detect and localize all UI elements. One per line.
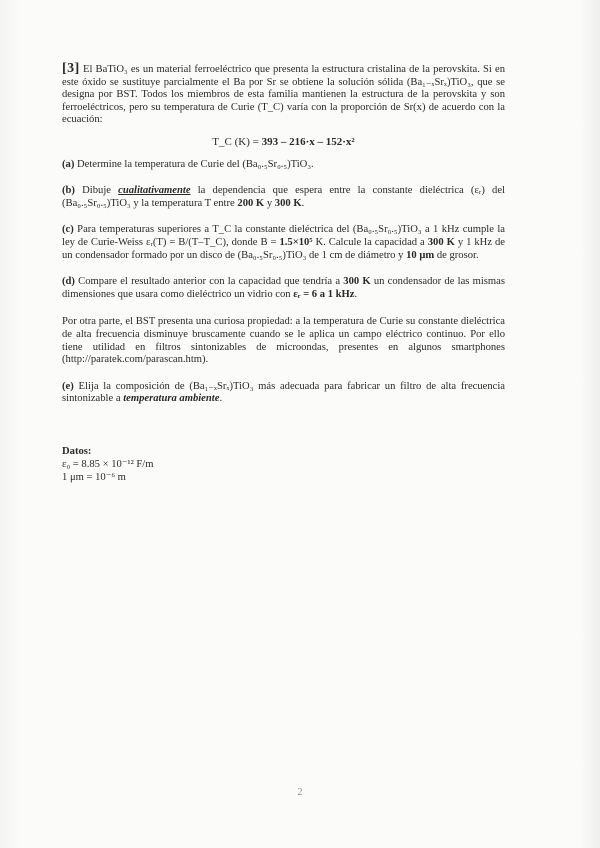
curie-equation <box>62 136 505 149</box>
part-e-label: (e) <box>62 380 74 392</box>
part-b-pre: Dibuje <box>82 185 111 197</box>
part-c-b-value: 1.5×10⁵ <box>279 236 313 248</box>
data-micrometer: 1 μm = 10⁻⁶ m <box>62 472 126 484</box>
part-d-epsilon: εᵣ = 6 a 1 kHz <box>293 288 355 300</box>
part-e-end: . <box>219 393 223 405</box>
part-d-label: (d) <box>62 276 75 288</box>
part-e-text1: Elija la composición de (Ba₁₋ₓSrₓ)TiO₃ más adecuada para fabricar un filtro de alta frecuencia sintonizable a <box>62 380 505 405</box>
part-d <box>62 276 505 301</box>
question-intro <box>62 63 505 127</box>
part-c-thickness: 10 μm <box>406 249 435 261</box>
part-e <box>62 381 505 406</box>
page-number: 2 <box>297 787 303 798</box>
part-b-emphasis: cualitativamente <box>118 185 191 197</box>
part-d-text2: un condensador de las mismas dimensiones que usara como dieléctrico un vidrio con <box>62 276 505 300</box>
part-a-text: Determine la temperatura de Curie del (Ba₀.₅Sr₀.₅)TiO₃. <box>77 158 314 170</box>
data-heading: Datos: <box>62 445 92 457</box>
part-c-label: (c) <box>62 224 74 236</box>
part-c-text3: y 1 kHz de un condensador formado por un disco de (Ba₀.₅Sr₀.₅)TiO₃ de 1 cm de diámetro y <box>62 236 506 261</box>
part-b-and: y <box>266 197 273 209</box>
part-b-temp-low: 200 K <box>237 197 265 209</box>
equation-lhs: T_C (K) = <box>212 135 259 148</box>
equation-rhs: 393 – 216·x – 152·x² <box>261 135 355 148</box>
part-b <box>62 185 505 210</box>
intro-text: El BaTiO₃ es un material ferroeléctrico que presenta la estructura cristalina de la perovskita. Si en este óxido se sustituye parcialmente el Ba por Sr se obtiene la solución sólida (Ba₁₋ₓSrₓ)TiO₃, que se designa por BST. Todos los miembros de esta familia mantienen la estructura de la perovskita y son ferroeléctricos, pero su temperatura de Curie (T_C) varía con la proporción de Sr(x) de acuerdo con la ecuación: <box>62 64 505 126</box>
part-a <box>62 159 505 172</box>
part-d-end: . <box>354 288 358 300</box>
part-c <box>62 224 505 262</box>
bst-property-paragraph: Por otra parte, el BST presenta una curiosa propiedad: a la temperatura de Curie su constante dieléctrica de alta frecuencia disminuye bruscamente cuando se le aplica un campo eléctrico continuo. Por ello tiene utilidad en filtros sintonizables de microondas, presentes en algunos smartphones (http://paratek.com/parascan.htm). <box>62 316 505 366</box>
part-a-label: (a) <box>62 158 75 170</box>
part-b-mid: la dependencia que espera entre la constante dieléctrica (εᵣ) del (Ba₀.₅Sr₀.₅)TiO₃ y la temperatura T entre <box>62 185 505 209</box>
part-c-temp: 300 K <box>427 236 455 248</box>
part-b-end: . <box>301 197 305 209</box>
data-epsilon0: ε₀ = 8.85 × 10⁻¹² F/m <box>62 459 154 471</box>
part-d-text1: Compare el resultado anterior con la capacidad que tendría a <box>78 276 341 288</box>
exam-content <box>62 63 505 484</box>
data-section <box>62 445 505 485</box>
part-c-text1: Para temperaturas superiores a T_C la constante dieléctrica del (Ba₀.₅Sr₀.₅)TiO₃ a 1 kHz cumple la ley de Curie-Weiss εᵣ(T) = B/(T–T_C), donde B = <box>62 224 505 248</box>
part-c-text2: K. Calcule la capacidad a <box>315 236 425 248</box>
part-d-temp: 300 K <box>343 276 371 288</box>
part-c-text4: de grosor. <box>436 249 479 261</box>
part-e-emphasis: temperatura ambiente <box>123 393 220 405</box>
part-b-label: (b) <box>62 185 75 197</box>
part-b-temp-high: 300 K <box>274 197 302 209</box>
question-number: [3] <box>62 61 80 76</box>
